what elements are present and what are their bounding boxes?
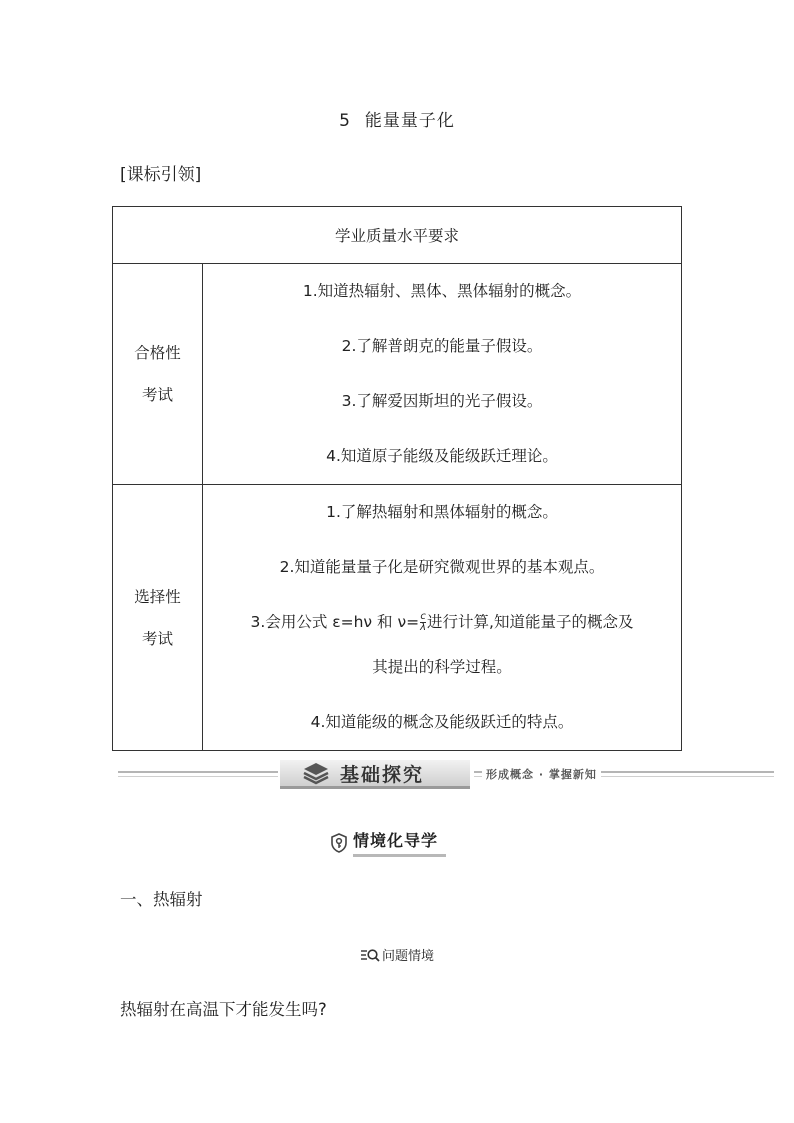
table-row xyxy=(113,485,682,751)
level-cell xyxy=(113,264,203,485)
magnifier-icon xyxy=(360,948,380,962)
formula-text: 其提出的科学过程。 xyxy=(372,658,512,676)
requirements-list xyxy=(203,485,682,751)
requirement-item: 4.知道原子能级及能级跃迁理论。 xyxy=(326,447,558,465)
topic-heading: 一、热辐射 xyxy=(120,890,203,909)
section-banner xyxy=(118,760,774,788)
level-label: 合格性 xyxy=(134,344,181,362)
requirement-item: 1.了解热辐射和黑体辐射的概念。 xyxy=(326,503,558,521)
section-title: 能量量子化 xyxy=(364,111,455,131)
requirements-table xyxy=(112,206,682,751)
requirement-item: 3.了解爱因斯坦的光子假设。 xyxy=(341,392,543,410)
level-label: 考试 xyxy=(141,629,173,648)
subsection-title: 情境化导学 xyxy=(353,828,446,857)
subsection-heading xyxy=(330,828,446,857)
formula-text: 进行计算,知道能量子的概念及 xyxy=(427,613,634,631)
problem-heading xyxy=(0,945,794,964)
fraction xyxy=(420,612,426,633)
banner-title: 基础探究 xyxy=(340,763,425,786)
problem-label: 问题情境 xyxy=(381,949,434,964)
requirement-item: 2.知道能量量子化是研究微观世界的基本观点。 xyxy=(279,558,605,576)
requirements-list xyxy=(203,264,682,485)
fraction-numerator: c xyxy=(420,611,426,622)
question-text: 热辐射在高温下才能发生吗? xyxy=(120,1000,327,1019)
requirement-item: 1.知道热辐射、黑体、黑体辐射的概念。 xyxy=(302,282,582,300)
formula-text: 3.会用公式 ε=hν 和 ν= xyxy=(250,613,420,631)
table-row xyxy=(113,264,682,485)
level-label: 考试 xyxy=(141,386,173,404)
section-number: 5 xyxy=(339,111,351,131)
banner-subtitle: 形成概念 · 掌握新知 xyxy=(482,766,601,782)
requirement-item: 2.了解普朗克的能量子假设。 xyxy=(341,337,543,355)
level-label: 选择性 xyxy=(134,587,181,606)
requirement-item-formula xyxy=(203,595,681,695)
requirement-item: 4.知道能级的概念及能级跃迁的特点。 xyxy=(310,713,574,731)
fraction-denominator: λ xyxy=(420,622,427,633)
level-cell xyxy=(113,485,203,751)
table-header: 学业质量水平要求 xyxy=(113,207,682,264)
guide-label: [课标引领] xyxy=(120,165,202,185)
layers-icon xyxy=(302,761,330,785)
banner-box xyxy=(280,760,470,789)
key-icon xyxy=(330,833,348,853)
page-title xyxy=(0,106,794,131)
